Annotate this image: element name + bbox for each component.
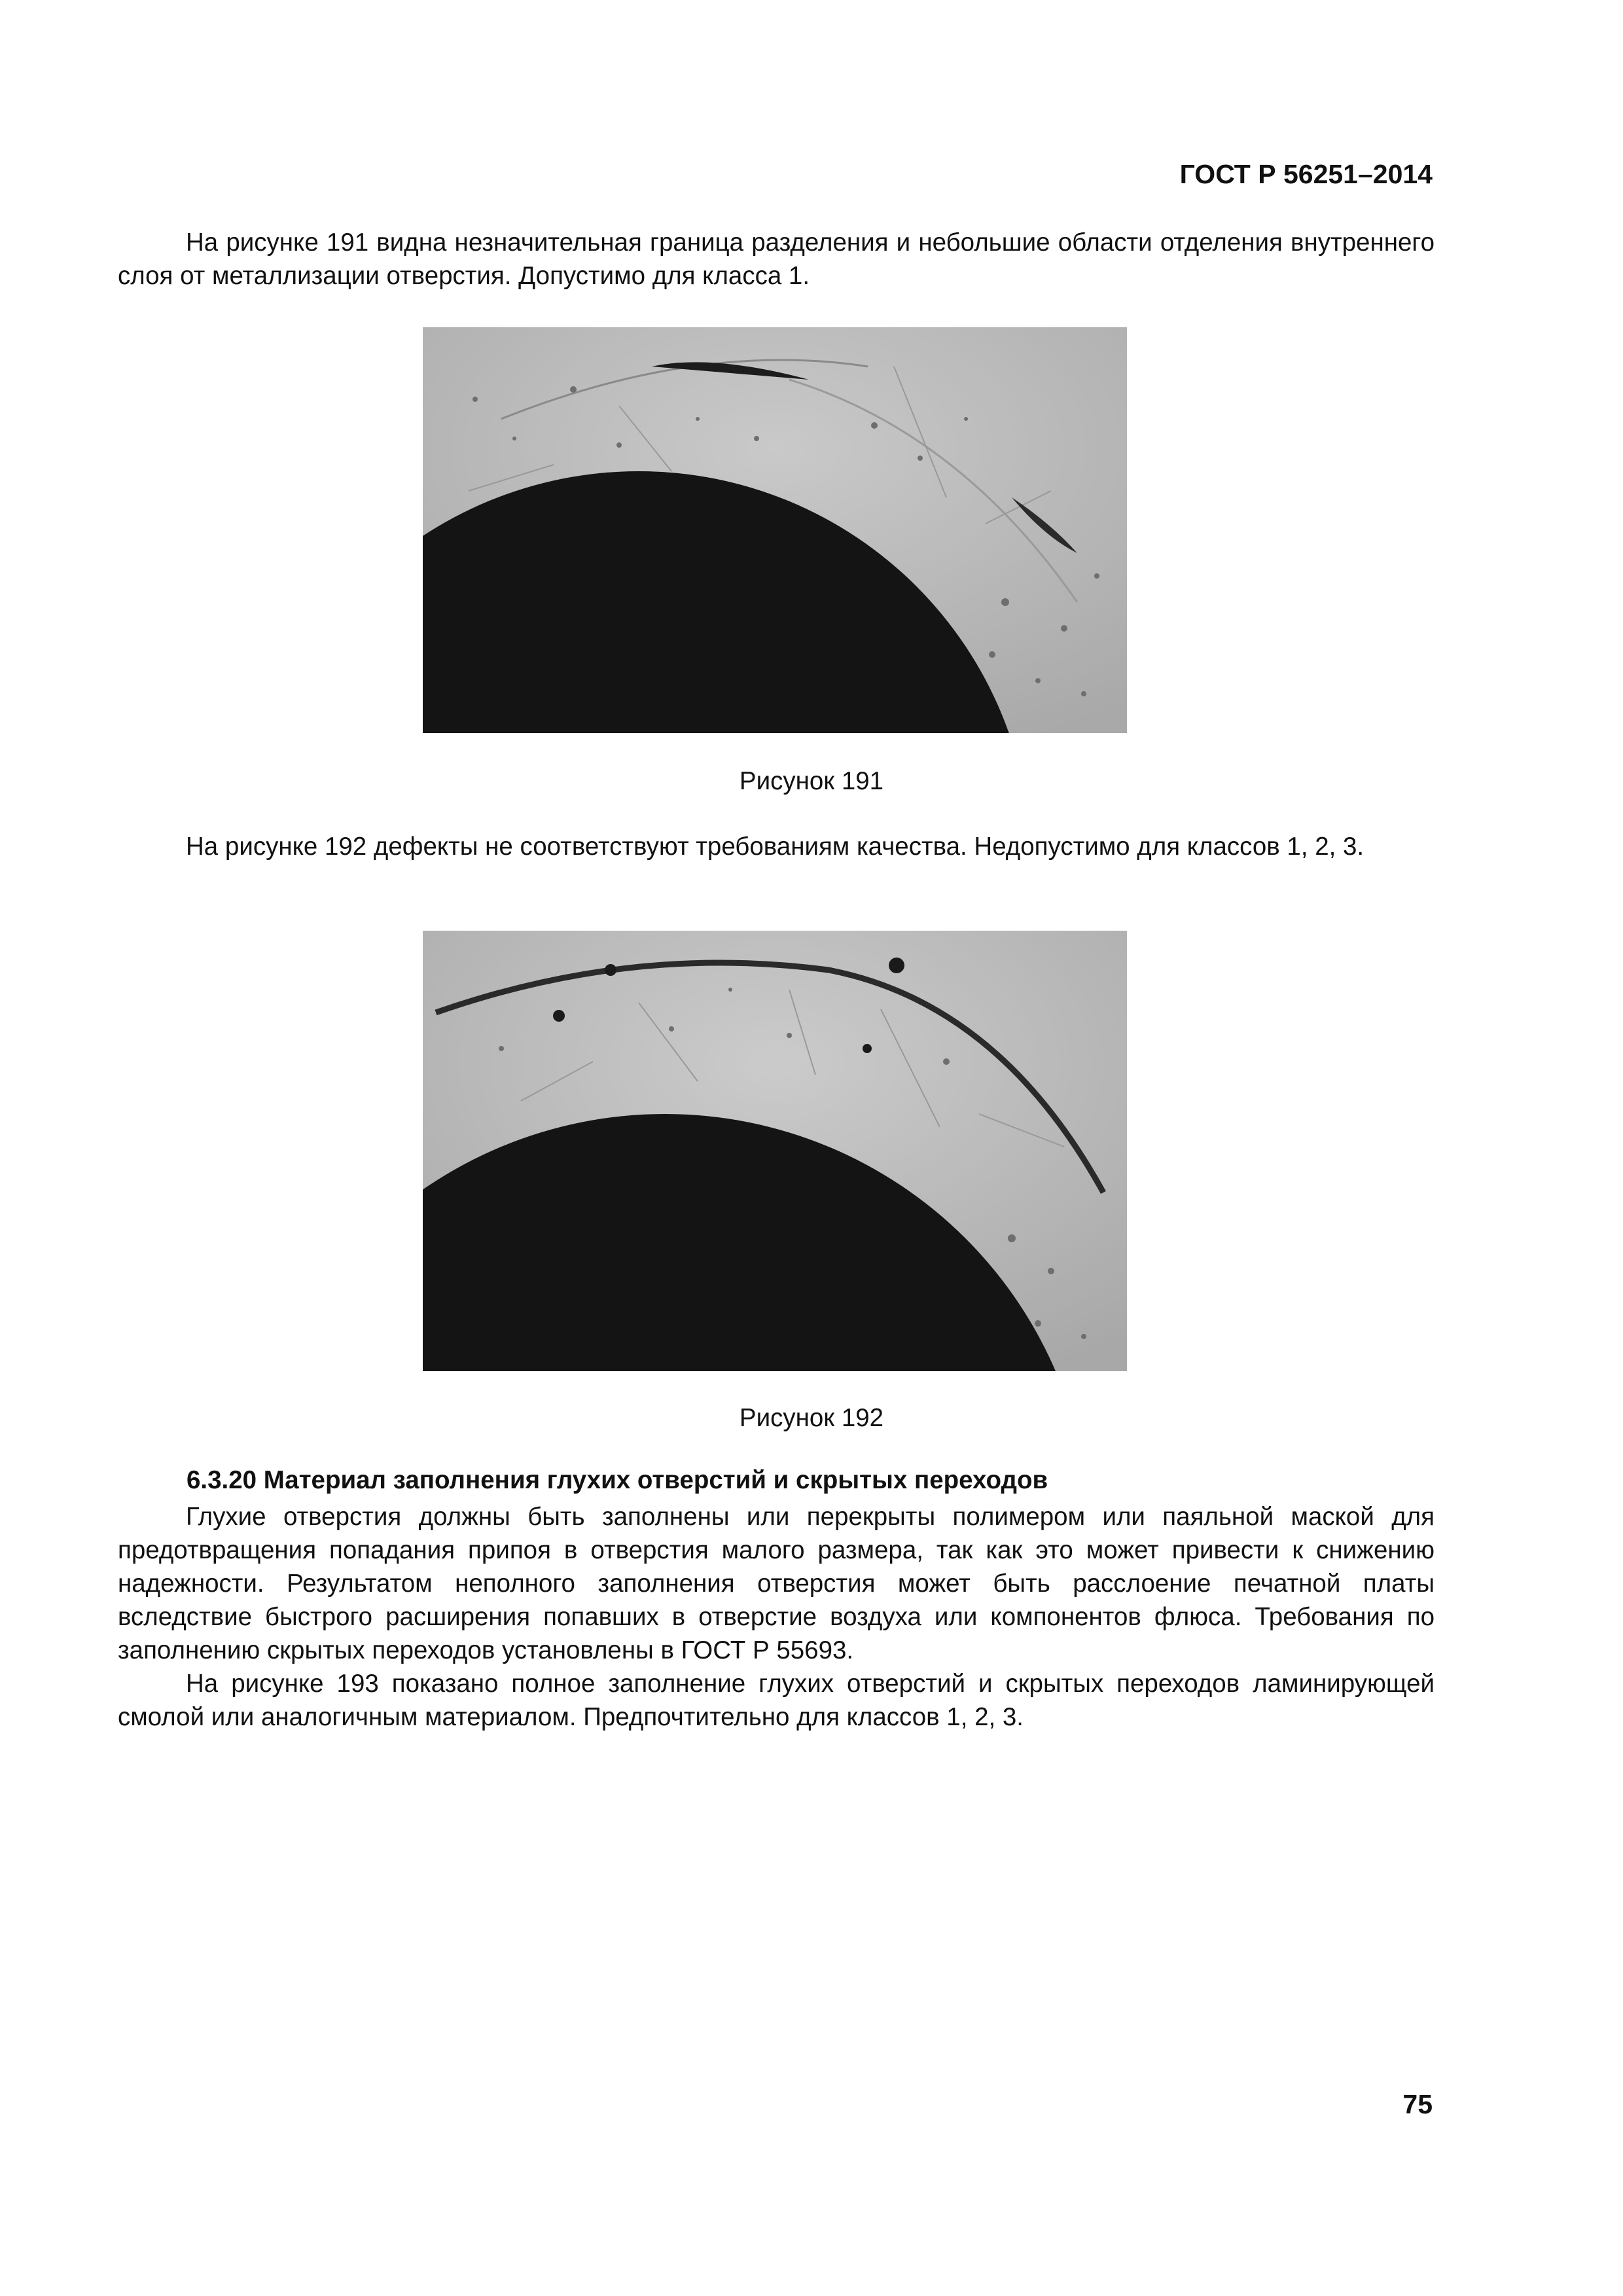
paragraph-text: На рисунке 192 дефекты не соответствуют требованиям качества. Недопустимо для классов 1, 2, 3.: [186, 833, 1364, 861]
paragraph-blind-holes-requirements: [118, 1500, 1435, 1667]
paragraph-figure-193-description: [118, 1667, 1435, 1734]
figure-192-caption: Рисунок 192: [739, 1404, 884, 1432]
micrograph-192-image: [423, 931, 1127, 1371]
document-id-header: ГОСТ Р 56251–2014: [1179, 159, 1433, 189]
paragraph-figure-191-description: [118, 226, 1435, 293]
section-heading: 6.3.20 Материал заполнения глухих отверстий и скрытых переходов: [187, 1466, 1048, 1494]
figure-191-micrograph: [423, 327, 1127, 733]
page-number: 75: [1402, 2089, 1433, 2119]
paragraph-text: На рисунке 193 показано полное заполнение глухих отверстий и скрытых переходов ламинирующей смолой или аналогичным материалом. Предпочтительно для классов 1, 2, 3.: [118, 1670, 1435, 1731]
paragraph-text: На рисунке 191 видна незначительная граница разделения и небольшие области отделения внутреннего слоя от металлизации отверстия. Допустимо для класса 1.: [118, 228, 1435, 290]
figure-192-micrograph: [423, 931, 1127, 1371]
paragraph-text: Глухие отверстия должны быть заполнены или перекрыты полимером или паяльной маской для предотвращения попадания припоя в отверстия малого размера, так как это может привести к снижению надежности. Результатом неполного заполнения отверстия может быть расслоение печатной платы вследствие быстрого расширения попавших в отверстие воздуха или компонентов флюса. Требования по заполнению скрытых переходов установлены в ГОСТ Р 55693.: [118, 1503, 1435, 1664]
micrograph-191-image: [423, 327, 1127, 733]
figure-191-caption: Рисунок 191: [739, 767, 884, 795]
paragraph-figure-192-description: [118, 830, 1435, 863]
